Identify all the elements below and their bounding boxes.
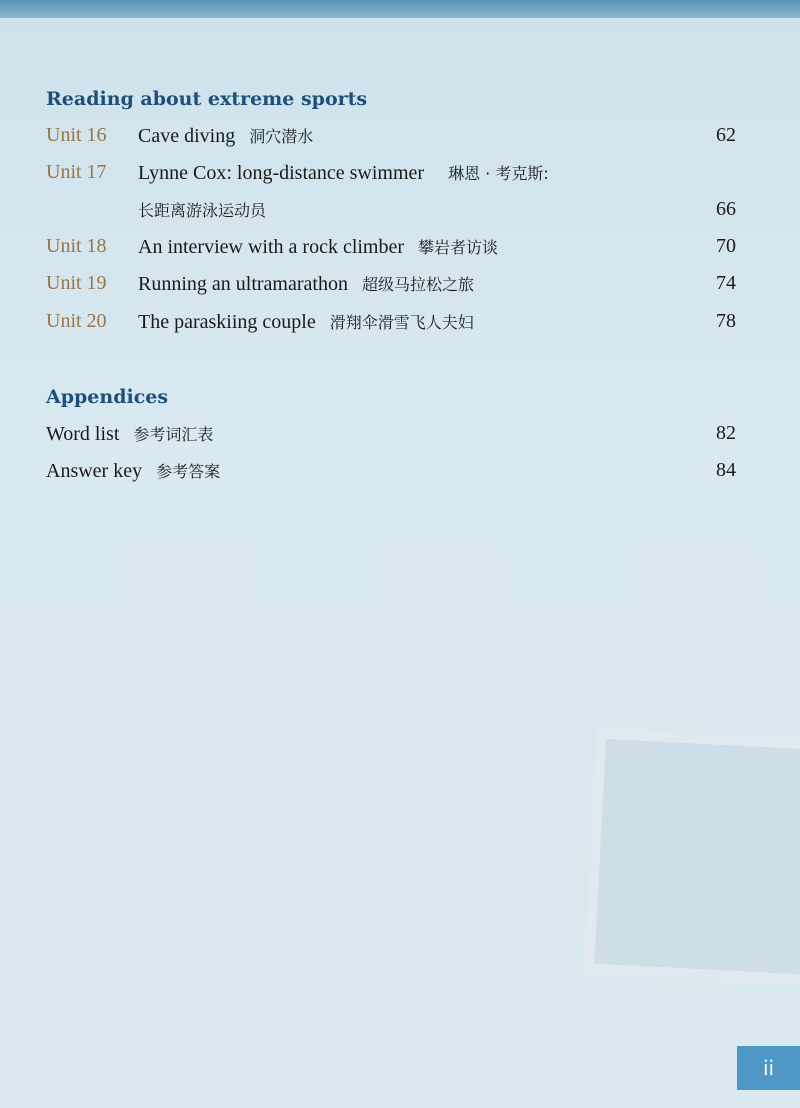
toc-entry-unit-17[interactable] — [46, 161, 736, 191]
entry-title: Word list 参考词汇表 — [46, 423, 214, 445]
toc-entry-word-list[interactable] — [46, 422, 736, 452]
entry-title-chinese: 琳恩 · 考克斯: — [448, 164, 549, 183]
entry-title: An interview with a rock climber 攀岩者访谈 — [138, 236, 499, 258]
page-number: 82 — [716, 422, 736, 444]
page-number: 74 — [716, 272, 736, 294]
entry-title-chinese: 洞穴潜水 — [249, 127, 314, 146]
entry-title: Lynne Cox: long-distance swimmer 琳恩 · 考克斯: — [138, 162, 549, 184]
entry-title-chinese: 参考答案 — [156, 462, 221, 481]
page-number-badge: ii — [737, 1046, 800, 1090]
page-number: 66 — [716, 198, 736, 220]
entry-title — [138, 198, 266, 222]
entry-title: Cave diving 洞穴潜水 — [138, 125, 314, 147]
toc-entry-answer-key[interactable] — [46, 459, 736, 489]
unit-label: Unit 18 — [46, 235, 107, 257]
toc-entry-unit-18[interactable] — [46, 235, 736, 265]
entry-title: The paraskiing couple 滑翔伞滑雪飞人夫妇 — [138, 311, 474, 333]
page-number: 62 — [716, 124, 736, 146]
toc-entry-unit-17-continued[interactable] — [46, 198, 736, 228]
top-color-band — [0, 0, 800, 18]
section-heading-appendices: Appendices — [46, 386, 169, 408]
entry-title-chinese: 参考词汇表 — [133, 425, 214, 444]
page-number: 78 — [716, 310, 736, 332]
unit-label: Unit 17 — [46, 161, 107, 183]
toc-entry-unit-16[interactable] — [46, 124, 736, 154]
unit-label: Unit 20 — [46, 310, 107, 332]
entry-title-chinese: 滑翔伞滑雪飞人夫妇 — [329, 313, 474, 332]
section-heading-extreme-sports: Reading about extreme sports — [46, 88, 368, 110]
page-number: 70 — [716, 235, 736, 257]
entry-title-chinese: 攀岩者访谈 — [418, 238, 499, 257]
entry-title: Running an ultramarathon 超级马拉松之旅 — [138, 273, 474, 295]
entry-title: Answer key 参考答案 — [46, 460, 221, 482]
background-photo-ghost — [584, 728, 800, 986]
entry-title-chinese: 超级马拉松之旅 — [361, 275, 474, 294]
toc-entry-unit-20[interactable] — [46, 310, 736, 340]
page-number: 84 — [716, 459, 736, 481]
toc-entry-unit-19[interactable] — [46, 272, 736, 302]
entry-title-chinese: 长距离游泳运动员 — [138, 201, 267, 220]
unit-label: Unit 16 — [46, 124, 107, 146]
unit-label: Unit 19 — [46, 272, 107, 294]
